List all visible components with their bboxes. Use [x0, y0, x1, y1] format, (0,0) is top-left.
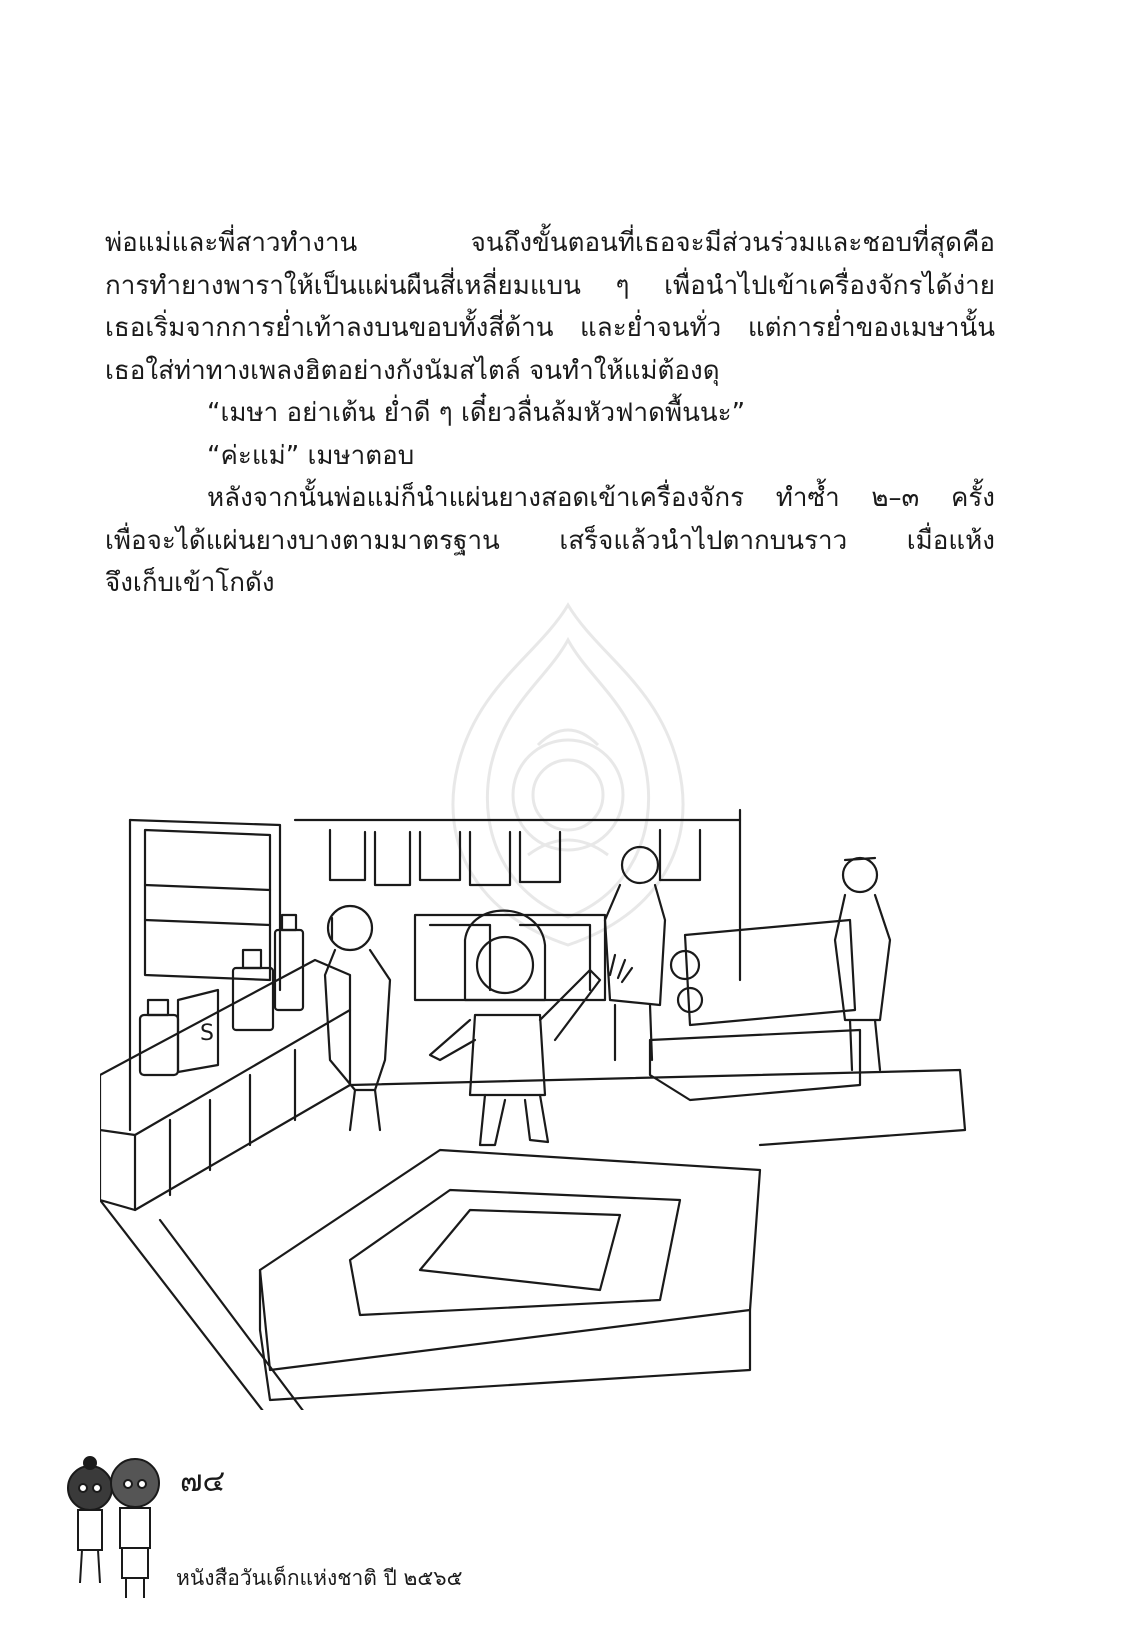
mother-figure: [835, 858, 890, 1070]
text-line-2: การทำยางพาราให้เป็นแผ่นผืนสี่เหลี่ยมแบน ๆ เพื่อนำไปเข้าเครื่องจักรได้ง่าย: [105, 270, 995, 301]
father-figure: [605, 847, 665, 1060]
text-line-8: เพื่อจะได้แผ่นยางบางตามมาตรฐาน เสร็จแล้วนำไปตากบนราว เมื่อแห้ง: [105, 525, 995, 556]
rubber-sheet-illustration: [100, 800, 995, 1410]
text-line-1: พ่อแม่และพี่สาวทำงาน จนถึงขั้นตอนที่เธอจะมีส่วนร่วมและชอบที่สุดคือ: [105, 228, 995, 258]
hanging-sheets: [330, 830, 700, 885]
rubber-tray: [260, 1150, 760, 1400]
dialogue-mesa: “ค่ะแม่” เมษาตอบ: [207, 440, 415, 471]
text-line-9: จึงเก็บเข้าโกดัง: [105, 568, 275, 598]
text-line-3: เธอเริ่มจากการย่ำเท้าลงบนขอบทั้งสี่ด้าน และย่ำจนทั่ว แต่การย่ำของเมษานั้น: [105, 313, 995, 343]
book-title: หนังสือวันเด็กแห่งชาติ ปี ๒๕๖๕: [176, 1566, 463, 1590]
bottle-label: S: [200, 1021, 214, 1046]
text-line-4: เธอใส่ท่าทางเพลงฮิตอย่างกังนัมสไตล์ จนทำให้แม่ต้องดุ: [105, 355, 720, 386]
text-line-7: หลังจากนั้นพ่อแม่ก็นำแผ่นยางสอดเข้าเครื่องจักร ทำซ้ำ ๒–๓ ครั้ง: [207, 483, 995, 513]
dialogue-mother: “เมษา อย่าเต้น ย่ำดี ๆ เดี๋ยวลื่นล้มหัวฟาดพื้นนะ”: [207, 398, 746, 428]
story-text: [105, 222, 995, 605]
mascot-children-icon: [60, 1448, 170, 1613]
girl-figure: [430, 911, 632, 1145]
page-number: ๗๔: [180, 1464, 226, 1499]
